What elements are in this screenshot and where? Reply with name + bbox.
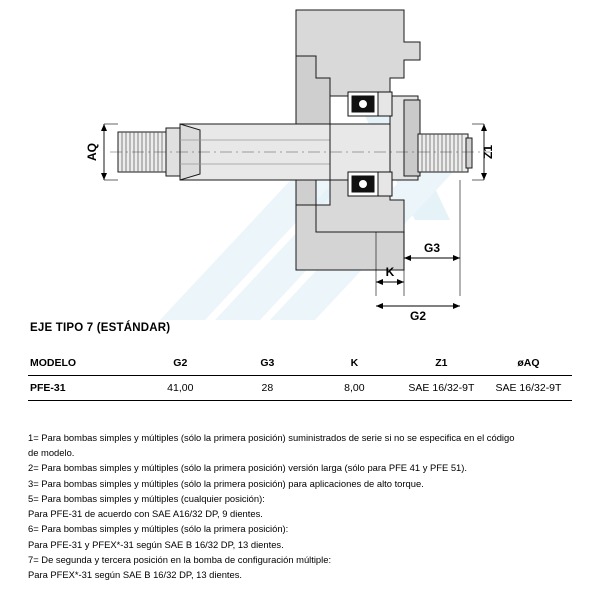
cell-g2: 41,00 xyxy=(137,376,224,401)
table-header-k: K xyxy=(311,352,398,376)
label-aq: AQ xyxy=(85,143,99,161)
label-g2: G2 xyxy=(409,309,427,320)
bearing-top xyxy=(348,92,392,116)
mounting-flange xyxy=(390,96,420,180)
cell-aq: SAE 16/32-9T xyxy=(485,376,572,401)
table-header-g2: G2 xyxy=(137,352,224,376)
table-row xyxy=(28,376,572,401)
cell-g3: 28 xyxy=(224,376,311,401)
cell-k: 8,00 xyxy=(311,376,398,401)
table-header-g3: G3 xyxy=(224,352,311,376)
table-header-z1: Z1 xyxy=(398,352,485,376)
table-header-row xyxy=(28,352,572,376)
cell-z1: SAE 16/32-9T xyxy=(398,376,485,401)
label-g3: G3 xyxy=(423,241,441,255)
note-line: 7= De segunda y tercera posición en la bomba de configuración múltiple: xyxy=(28,553,332,565)
note-line: 5= Para bombas simples y múltiples (cualquier posición): xyxy=(28,492,265,504)
cell-modelo: PFE-31 xyxy=(28,376,137,401)
note-line: 1= Para bombas simples y múltiples (sólo la primera posición) suministrados de serie si no se especifica en el código xyxy=(28,432,515,443)
note-line: de modelo. xyxy=(28,447,75,459)
label-z1: Z1 xyxy=(481,144,495,160)
notes-block xyxy=(28,430,580,582)
note-line: 3= Para bombas simples y múltiples (sólo la primera posición) para aplicaciones de alto torque. xyxy=(28,477,424,489)
section-title: EJE TIPO 7 (ESTÁNDAR) xyxy=(30,322,171,334)
bearing-bottom xyxy=(348,172,392,196)
note-line: 2= Para bombas simples y múltiples (sólo la primera posición) versión larga (sólo para PFE 41 y PFE 51). xyxy=(28,462,467,474)
spec-table xyxy=(28,352,572,401)
note-line: Para PFE-31 y PFEX*-31 según SAE B 16/32 DP, 13 dientes. xyxy=(28,538,284,550)
note-line: 6= Para bombas simples y múltiples (sólo la primera posición): xyxy=(28,523,289,535)
note-line: Para PFE-31 de acuerdo con SAE A16/32 DP, 9 dientes. xyxy=(28,508,263,520)
table-header-modelo: MODELO xyxy=(28,352,137,376)
label-k: K xyxy=(385,265,395,279)
note-line: Para PFEX*-31 según SAE B 16/32 DP, 13 dientes. xyxy=(28,569,243,581)
table-header-aq: øAQ xyxy=(485,352,572,376)
